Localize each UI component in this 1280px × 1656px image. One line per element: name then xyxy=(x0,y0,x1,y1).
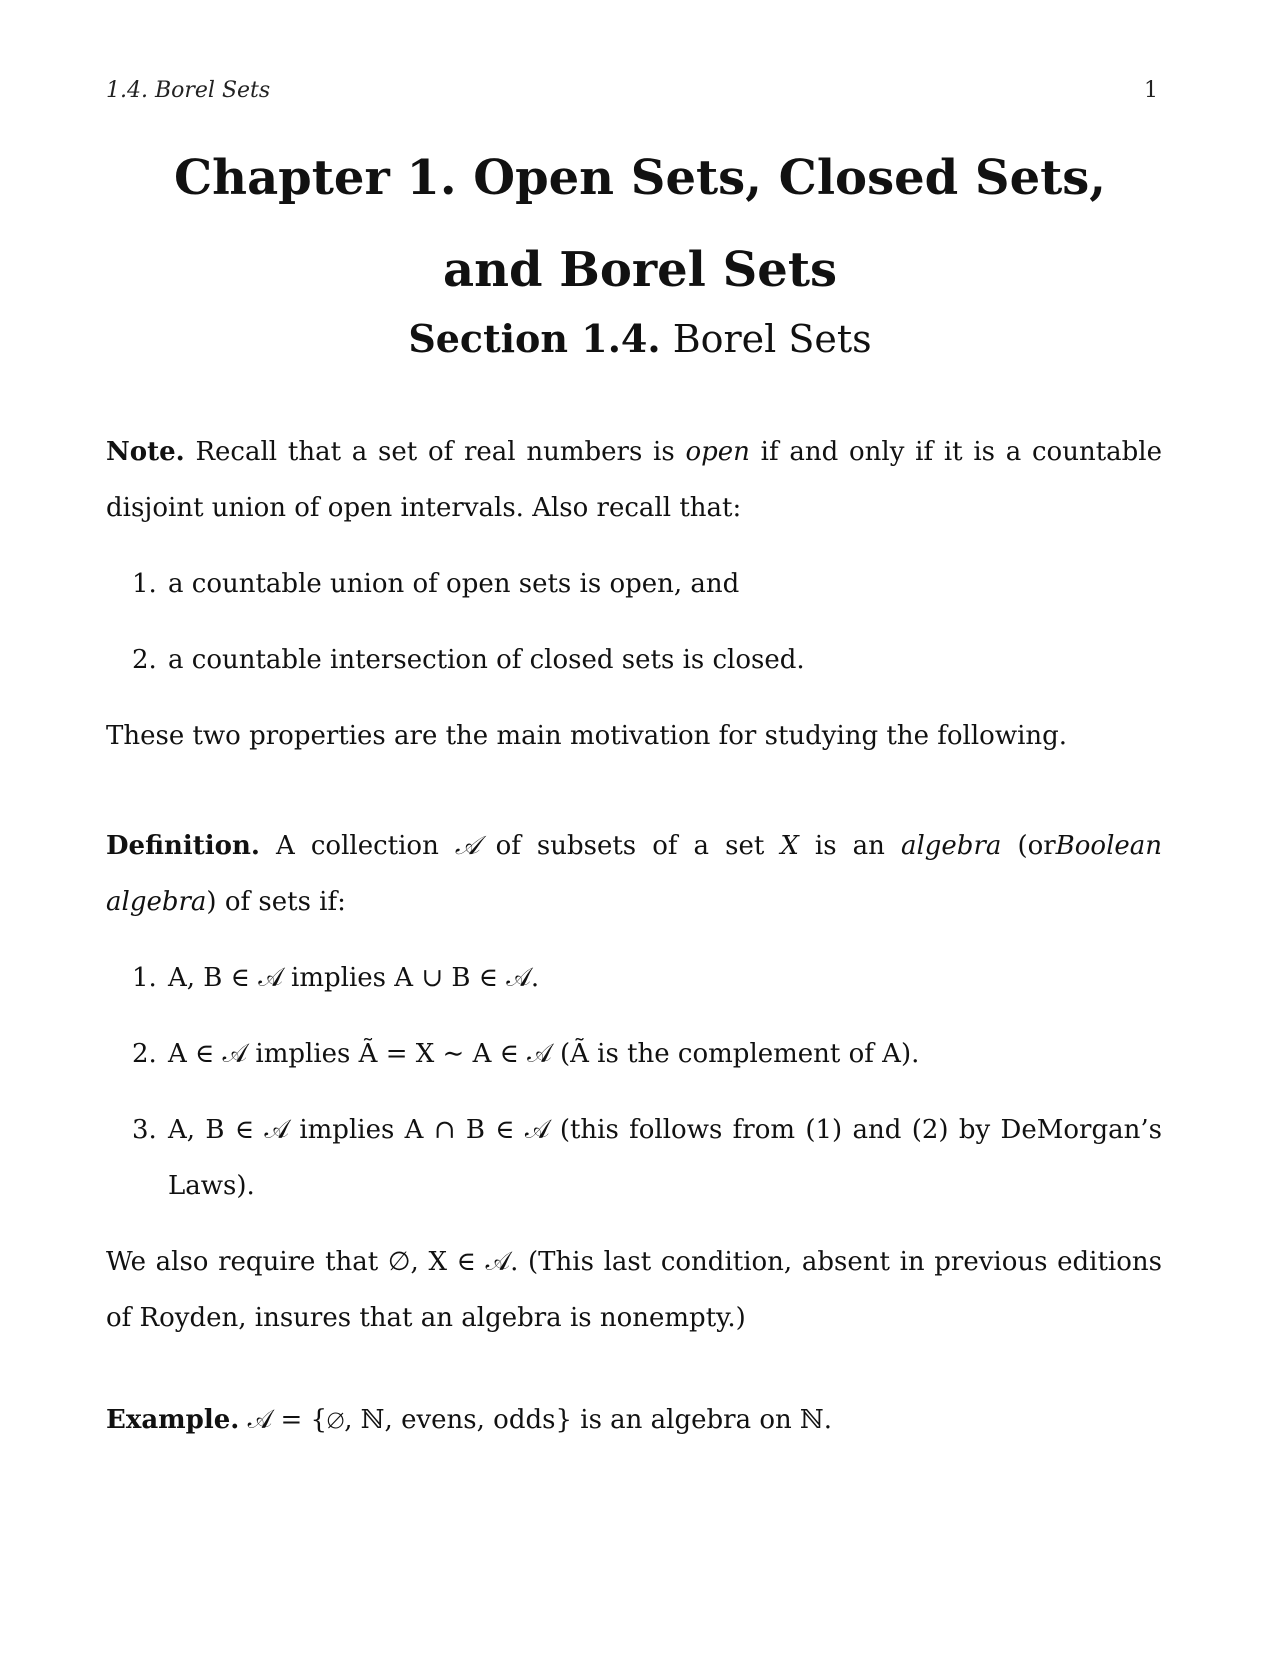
definition-text-6: of sets if: xyxy=(224,887,346,917)
example-label: Example. xyxy=(106,1405,240,1435)
list-math: A, B ∈ 𝒜 implies A ∪ B ∈ 𝒜. xyxy=(168,963,540,993)
section-title xyxy=(100,316,1180,361)
definition-list-item xyxy=(106,1026,1162,1082)
list-number: 3. xyxy=(132,1115,157,1145)
list-text: a countable union of open sets is open, and xyxy=(168,569,740,599)
note-emph-open: open xyxy=(685,437,750,467)
note-list-item xyxy=(106,632,1162,688)
note-block xyxy=(106,424,1162,764)
definition-closing: We also require that ∅, X ∈ 𝒜. (This last condition, absent in previous editions of Royden, insures that an algebra is nonempty.) xyxy=(106,1247,1162,1333)
math-symbol-calA: 𝒜 xyxy=(454,831,480,861)
definition-text-1: A collection xyxy=(276,831,439,861)
list-math: A ∈ 𝒜 implies Ã = X ∼ A ∈ 𝒜 (Ã is the complement of A). xyxy=(168,1039,920,1069)
note-paragraph xyxy=(106,424,1162,536)
list-number: 1. xyxy=(132,569,157,599)
section-name: Borel Sets xyxy=(672,317,872,361)
definition-list-item xyxy=(106,950,1162,1006)
list-number: 1. xyxy=(132,963,157,993)
definition-paragraph xyxy=(106,818,1162,930)
note-text-after: if and only if it is a countable disjoint union of open intervals. Also recall that: xyxy=(106,437,1162,523)
definition-text-2: of subsets of a set xyxy=(495,831,765,861)
definition-text-4: (or xyxy=(1017,831,1056,861)
page-number: 1 xyxy=(1144,78,1158,103)
running-head: 1.4. Borel Sets xyxy=(106,78,271,103)
list-text: a countable intersection of closed sets is closed. xyxy=(168,645,805,675)
definition-emph-boolean: Boolean algebra xyxy=(106,831,1163,917)
example-block xyxy=(106,1392,1162,1448)
chapter-title-line-1: Chapter 1. Open Sets, Closed Sets, xyxy=(173,150,1107,206)
example-paragraph xyxy=(106,1392,1162,1448)
example-text: 𝒜 = {∅, ℕ, evens, odds} is an algebra on ℕ. xyxy=(247,1405,833,1435)
note-closing: These two properties are the main motivation for studying the following. xyxy=(106,721,1068,751)
definition-text-3: is an xyxy=(814,831,885,861)
definition-list xyxy=(106,950,1162,1214)
chapter-title xyxy=(100,132,1180,316)
note-text-before: Recall that a set of real numbers is xyxy=(195,437,675,467)
definition-emph-algebra: algebra xyxy=(900,831,1002,861)
note-list-item xyxy=(106,556,1162,612)
list-number: 2. xyxy=(132,1039,157,1069)
definition-block xyxy=(106,818,1162,1346)
math-symbol-X: X xyxy=(780,831,799,861)
section-label: Section 1.4. xyxy=(408,316,661,361)
chapter-title-line-2: and Borel Sets xyxy=(442,242,838,298)
definition-list-item xyxy=(106,1102,1162,1214)
definition-label: Definition. xyxy=(106,831,260,861)
note-label: Note. xyxy=(106,437,185,467)
list-math: A, B ∈ 𝒜 implies A ∩ B ∈ 𝒜 (this follows from (1) and (2) by DeMorgan’s Laws). xyxy=(168,1115,1162,1201)
note-list xyxy=(106,556,1162,688)
list-number: 2. xyxy=(132,645,157,675)
definition-text-5: ) xyxy=(206,887,217,917)
